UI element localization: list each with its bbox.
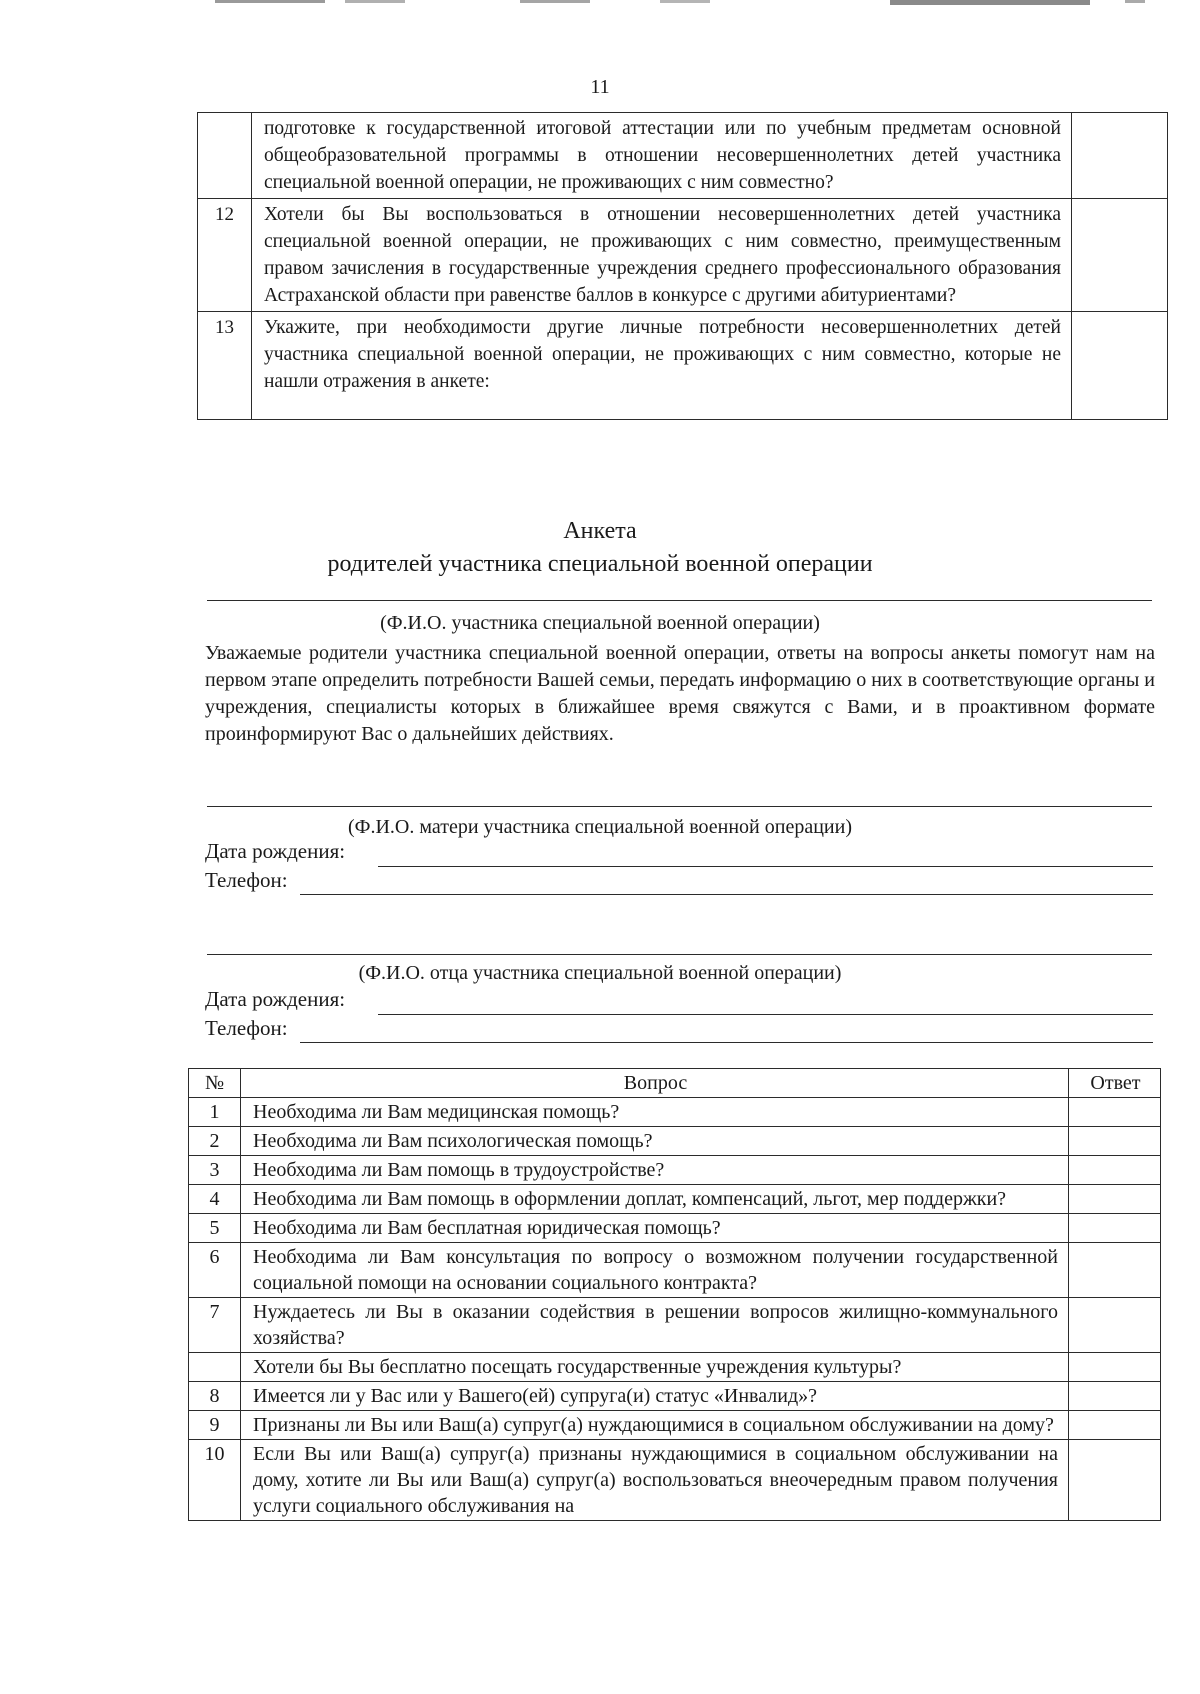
father-phone-label: Телефон: [205,1016,288,1040]
answer-cell[interactable] [1069,1098,1161,1127]
row-number: 2 [189,1127,241,1156]
answer-cell[interactable] [1069,1298,1161,1353]
row-number: 10 [189,1440,241,1521]
question-text: Хотели бы Вы воспользоваться в отношении несовершеннолетних детей участника специальной военной операции, не проживающих с ним совместно, преимущественным правом зачисления в государственные учреждения среднего профессионального образования Астраханской области при равенстве баллов в конкурсе с другими абитуриентами? [252,199,1072,312]
answer-cell[interactable] [1069,1411,1161,1440]
participant-caption: (Ф.И.О. участника специальной военной операции) [380,612,820,634]
header-question: Вопрос [241,1069,1069,1098]
question-text: Укажите, при необходимости другие личные потребности несовершеннолетних детей участника специальной военной операции, не проживающих с ним совместно, которые не нашли отражения в анкете: [252,312,1072,420]
question-text: Нуждаетесь ли Вы в оказании содействия в решении вопросов жилищно-коммунального хозяйства? [241,1298,1069,1353]
row-number: 3 [189,1156,241,1185]
row-number [198,113,252,199]
mother-phone-label: Телефон: [205,868,288,892]
table-row [189,1243,1161,1298]
question-text: Необходима ли Вам помощь в оформлении доплат, компенсаций, льгот, мер поддержки? [241,1185,1069,1214]
table-row [189,1098,1161,1127]
question-text: Хотели бы Вы бесплатно посещать государственные учреждения культуры? [241,1353,1069,1382]
answer-cell[interactable] [1069,1214,1161,1243]
table-row [198,312,1168,420]
question-text: Необходима ли Вам помощь в трудоустройстве? [241,1156,1069,1185]
parents-questions-table [188,1068,1161,1521]
question-text: Необходима ли Вам медицинская помощь? [241,1098,1069,1127]
table-row [189,1214,1161,1243]
row-number: 8 [189,1382,241,1411]
answer-cell[interactable] [1069,1243,1161,1298]
table-row [189,1382,1161,1411]
row-number: 4 [189,1185,241,1214]
table-row [198,113,1168,199]
table-row [189,1353,1161,1382]
row-number: 1 [189,1098,241,1127]
page-number: 11 [590,76,610,98]
row-number: 13 [198,312,252,420]
father-caption: (Ф.И.О. отца участника специальной военной операции) [358,962,842,984]
table-row [189,1411,1161,1440]
survey-subtitle: родителей участника специальной военной операции [327,551,873,577]
question-text: Имеется ли у Вас или у Вашего(ей) супруга(и) статус «Инвалид»? [241,1382,1069,1411]
question-text: подготовке к государственной итоговой аттестации или по учебным предметам основной общеобразовательной программы в отношении несовершеннолетних детей участника специальной военной операции, не проживающих с ним совместно? [252,113,1072,199]
row-number: 12 [198,199,252,312]
question-text: Если Вы или Ваш(а) супруг(а) признаны нуждающимися в социальном обслуживании на дому, хотите ли Вы или Ваш(а) супруг(а) воспользоваться внеочередным правом получения услуги социального обслуживания на [241,1440,1069,1521]
father-name-line[interactable] [207,954,1152,955]
mother-name-line[interactable] [207,806,1152,807]
question-text: Необходима ли Вам консультация по вопросу о возможном получении государственной социальной помощи на основании социального контракта? [241,1243,1069,1298]
father-birth-label: Дата рождения: [205,987,346,1011]
question-text: Необходима ли Вам бесплатная юридическая помощь? [241,1214,1069,1243]
table-row [189,1156,1161,1185]
row-number: 5 [189,1214,241,1243]
mother-birth-label: Дата рождения: [205,839,346,863]
mother-birth-line[interactable] [378,866,1153,867]
scan-artifact [0,0,1200,8]
intro-paragraph: Уважаемые родители участника специальной военной операции, ответы на вопросы анкеты помогут нам на первом этапе определить потребности Вашей семьи, передать информацию о них в соответствующие органы и учреждения, специалисты которых в ближайшее время свяжутся с Вами, и в проактивном формате проинформируют Вас о дальнейших действиях. [205,642,1155,745]
answer-cell[interactable] [1072,312,1168,420]
table-row [189,1127,1161,1156]
row-number [189,1353,241,1382]
row-number: 6 [189,1243,241,1298]
answer-cell[interactable] [1069,1382,1161,1411]
survey-title: Анкета [563,518,637,544]
table-row [189,1440,1161,1521]
row-number: 9 [189,1411,241,1440]
answer-cell[interactable] [1069,1156,1161,1185]
answer-cell[interactable] [1072,199,1168,312]
mother-phone-line[interactable] [300,894,1153,895]
question-text: Необходима ли Вам психологическая помощь? [241,1127,1069,1156]
answer-cell[interactable] [1069,1185,1161,1214]
question-text: Признаны ли Вы или Ваш(а) супруг(а) нуждающимися в социальном обслуживании на дому? [241,1411,1069,1440]
header-answer: Ответ [1069,1069,1161,1098]
answer-cell[interactable] [1069,1353,1161,1382]
header-number: № [189,1069,241,1098]
table-row [198,199,1168,312]
table-row [189,1185,1161,1214]
father-birth-line[interactable] [378,1014,1153,1015]
participant-name-line[interactable] [207,600,1152,601]
mother-caption: (Ф.И.О. матери участника специальной военной операции) [348,816,852,838]
top-questions-table [197,112,1168,420]
row-number: 7 [189,1298,241,1353]
answer-cell[interactable] [1069,1440,1161,1521]
table-header-row [189,1069,1161,1098]
father-phone-line[interactable] [300,1042,1153,1043]
table-row [189,1298,1161,1353]
answer-cell[interactable] [1069,1127,1161,1156]
answer-cell[interactable] [1072,113,1168,199]
